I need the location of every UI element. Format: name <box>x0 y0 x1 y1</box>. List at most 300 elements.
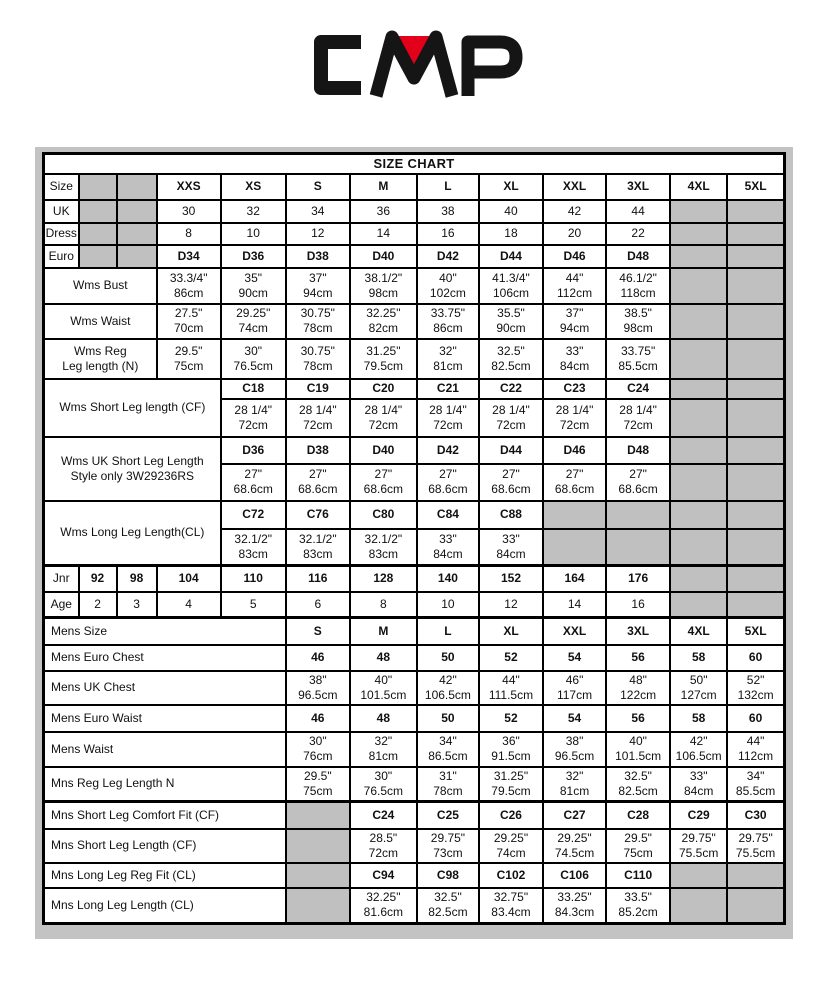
cell-line: 83.4cm <box>491 905 531 920</box>
empty-cell <box>727 268 784 304</box>
data-cell: C19 <box>286 379 350 399</box>
data-cell: 22 <box>606 223 670 245</box>
cell-line: 86.5cm <box>428 749 468 763</box>
data-cell: 48 <box>350 705 417 732</box>
cell-line: 27" <box>439 467 457 481</box>
empty-cell <box>79 174 117 200</box>
cell-line: 33.25" <box>557 890 592 905</box>
empty-cell <box>670 888 727 924</box>
cell-line: 27" <box>374 467 393 481</box>
data-cell <box>286 671 350 705</box>
cell-line: 86cm <box>173 285 204 300</box>
data-cell: 60 <box>727 705 784 732</box>
data-cell: S <box>286 618 350 645</box>
data-cell <box>670 767 727 802</box>
data-cell: M <box>350 174 417 200</box>
data-cell: 5XL <box>727 618 784 645</box>
empty-cell <box>727 592 784 618</box>
row-label: Age <box>44 592 79 618</box>
data-cell: 60 <box>727 645 784 671</box>
data-cell <box>350 268 417 304</box>
data-cell: 30 <box>157 200 221 223</box>
empty-cell <box>727 245 784 268</box>
data-cell <box>606 732 670 767</box>
cell-line: 75.5cm <box>735 845 776 860</box>
cell-line: 38.5" <box>624 306 652 320</box>
data-cell: 140 <box>417 566 479 592</box>
cell-line: 32.5" <box>497 343 525 358</box>
cell-line: 68.6cm <box>298 482 338 496</box>
data-cell: C24 <box>606 379 670 399</box>
cell-line: 36" <box>502 734 520 748</box>
cell-line: 76cm <box>303 749 333 763</box>
size-chart-body <box>44 154 785 924</box>
cell-line: 106.5cm <box>675 749 722 763</box>
data-cell: 3XL <box>606 618 670 645</box>
data-cell: 98 <box>117 566 157 592</box>
data-cell: C98 <box>417 863 479 888</box>
cell-line: 75cm <box>303 783 333 798</box>
data-cell: D42 <box>417 245 479 268</box>
data-cell: 12 <box>479 592 543 618</box>
cell-line: 29.75" <box>681 830 716 845</box>
cell-line: 28 1/4" <box>492 402 530 417</box>
data-cell: D36 <box>221 437 286 464</box>
data-cell <box>417 399 479 437</box>
data-cell: C72 <box>221 501 286 529</box>
data-cell <box>350 339 417 379</box>
data-cell: 5XL <box>727 174 784 200</box>
cell-line: 30" <box>244 343 263 358</box>
cell-line: 84cm <box>684 783 714 798</box>
data-cell <box>479 888 543 924</box>
empty-cell <box>543 501 606 529</box>
empty-cell <box>286 802 350 829</box>
row-label: Wms Bust <box>44 268 157 304</box>
data-cell: 128 <box>350 566 417 592</box>
cell-line: 29.75" <box>430 830 466 845</box>
data-cell <box>221 464 286 501</box>
data-cell: 34 <box>286 200 350 223</box>
data-cell: C76 <box>286 501 350 529</box>
data-cell <box>350 671 417 705</box>
empty-cell <box>670 566 727 592</box>
data-cell: 12 <box>286 223 350 245</box>
cell-line: 32.75" <box>493 890 529 905</box>
data-cell: C21 <box>417 379 479 399</box>
mns-long-leg-fit-row <box>44 863 785 888</box>
data-cell <box>543 268 606 304</box>
data-cell <box>727 829 784 863</box>
cell-line: 72cm <box>303 417 333 432</box>
data-cell: D40 <box>350 437 417 464</box>
data-cell <box>543 829 606 863</box>
mens-uk-chest-row <box>44 671 785 705</box>
data-cell <box>479 464 543 501</box>
empty-cell <box>670 863 727 888</box>
data-cell <box>670 671 727 705</box>
size-chart-panel <box>35 147 793 939</box>
logo-letter-p <box>468 42 516 96</box>
data-cell <box>417 464 479 501</box>
data-cell: C106 <box>543 863 606 888</box>
empty-cell <box>727 529 784 566</box>
cell-line: 74.5cm <box>554 845 595 860</box>
cell-line: 32.25" <box>366 890 401 905</box>
data-cell: D38 <box>286 245 350 268</box>
data-cell: C84 <box>417 501 479 529</box>
cell-line: 38.1/2" <box>364 270 403 285</box>
data-cell: C20 <box>350 379 417 399</box>
data-cell <box>606 339 670 379</box>
data-cell <box>606 268 670 304</box>
empty-cell <box>670 245 727 268</box>
data-cell: C22 <box>479 379 543 399</box>
data-cell: 56 <box>606 645 670 671</box>
row-label: Mns Reg Leg Length N <box>44 767 286 802</box>
cell-line: 98cm <box>368 285 399 300</box>
data-cell <box>543 671 606 705</box>
cell-line: Wms Reg <box>73 343 127 358</box>
data-cell <box>479 304 543 339</box>
empty-cell <box>670 339 727 379</box>
data-cell: 104 <box>157 566 221 592</box>
cell-line: 78cm <box>433 783 463 798</box>
cell-line: 31.25" <box>366 343 401 358</box>
age-row <box>44 592 785 618</box>
cell-line: 32" <box>374 734 393 748</box>
row-label: Mens Waist <box>44 732 286 767</box>
data-cell: 164 <box>543 566 606 592</box>
data-cell <box>350 529 417 566</box>
cell-line: 40" <box>629 734 647 748</box>
cell-line: 46" <box>565 672 584 687</box>
data-cell <box>417 268 479 304</box>
empty-cell <box>670 304 727 339</box>
cell-line: 102cm <box>429 285 466 300</box>
empty-cell <box>670 529 727 566</box>
empty-cell <box>727 339 784 379</box>
data-cell: 152 <box>479 566 543 592</box>
empty-cell <box>606 529 670 566</box>
cell-line: 27" <box>565 467 584 481</box>
cell-line: 40" <box>374 672 393 687</box>
cell-line: 28 1/4" <box>429 402 467 417</box>
cell-line: 111.5cm <box>488 687 534 702</box>
data-cell: 2 <box>79 592 117 618</box>
cell-line: 85.2cm <box>618 905 658 920</box>
data-cell <box>606 671 670 705</box>
cell-line: 101.5cm <box>360 687 407 702</box>
empty-cell <box>670 200 727 223</box>
cell-line: 72cm <box>623 417 653 432</box>
data-cell: 52 <box>479 705 543 732</box>
row-label: UK <box>44 200 79 223</box>
data-cell: 14 <box>543 592 606 618</box>
cell-line: 42" <box>689 734 708 748</box>
title-row <box>44 154 785 174</box>
cell-line: 84cm <box>559 358 590 373</box>
data-cell: D42 <box>417 437 479 464</box>
data-cell: 10 <box>221 223 286 245</box>
data-cell: 3 <box>117 592 157 618</box>
data-cell: 5 <box>221 592 286 618</box>
cell-line: 96.5cm <box>554 749 595 763</box>
row-label: Euro <box>44 245 79 268</box>
data-cell: 50 <box>417 705 479 732</box>
empty-cell <box>79 245 117 268</box>
data-cell: D34 <box>157 245 221 268</box>
cell-line: 84.3cm <box>554 905 595 920</box>
data-cell: C27 <box>543 802 606 829</box>
cell-line: 106.5cm <box>424 687 471 702</box>
mns-reg-leg-row <box>44 767 785 802</box>
jnr-row <box>44 566 785 592</box>
data-cell <box>350 888 417 924</box>
data-cell <box>350 304 417 339</box>
data-cell <box>350 767 417 802</box>
data-cell <box>44 339 157 379</box>
data-cell <box>221 304 286 339</box>
cell-line: 79.5cm <box>363 358 404 373</box>
data-cell: 54 <box>543 645 606 671</box>
cell-line: 106cm <box>492 285 529 300</box>
row-label: Wms Waist <box>44 304 157 339</box>
empty-cell <box>670 268 727 304</box>
cell-line: 42" <box>439 672 457 687</box>
empty-cell <box>727 888 784 924</box>
row-label: Mns Long Leg Length (CL) <box>44 888 286 924</box>
data-cell: 50 <box>417 645 479 671</box>
cell-line: 127cm <box>680 687 717 702</box>
data-cell: XS <box>221 174 286 200</box>
row-label: Mens Size <box>44 618 286 645</box>
cell-line: 28 1/4" <box>619 402 657 417</box>
data-cell: D44 <box>479 437 543 464</box>
data-cell: 8 <box>350 592 417 618</box>
empty-cell <box>670 501 727 529</box>
cell-line: 44" <box>565 270 584 285</box>
cell-line: 75cm <box>623 845 653 860</box>
data-cell <box>727 732 784 767</box>
mens-euro-chest-row <box>44 645 785 671</box>
data-cell: 58 <box>670 705 727 732</box>
cell-line: 28 1/4" <box>234 402 273 417</box>
cell-line: 94cm <box>303 285 333 300</box>
cell-line: 38" <box>308 672 327 687</box>
data-cell <box>606 464 670 501</box>
cell-line: 112cm <box>556 285 593 300</box>
wms-long-leg-code-row <box>44 501 785 529</box>
data-cell <box>479 732 543 767</box>
cell-line: 31" <box>439 768 457 783</box>
data-cell <box>286 529 350 566</box>
wms-waist-row <box>44 304 785 339</box>
data-cell: C80 <box>350 501 417 529</box>
data-cell <box>350 829 417 863</box>
data-cell <box>417 829 479 863</box>
data-cell <box>44 437 221 501</box>
data-cell: 38 <box>417 200 479 223</box>
cell-line: 122cm <box>620 687 657 702</box>
data-cell <box>286 268 350 304</box>
data-cell: C94 <box>350 863 417 888</box>
cell-line: 68.6cm <box>233 482 273 496</box>
cell-line: 68.6cm <box>618 482 658 496</box>
mns-short-leg-length-row <box>44 829 785 863</box>
empty-cell <box>727 379 784 399</box>
empty-cell <box>670 437 727 464</box>
empty-cell <box>286 863 350 888</box>
row-label: Mns Short Leg Comfort Fit (CF) <box>44 802 286 829</box>
size-chart-table <box>42 152 786 925</box>
cell-line: 33.75" <box>620 343 656 358</box>
cell-line: 70cm <box>173 321 204 335</box>
data-cell <box>606 304 670 339</box>
cell-line: 37" <box>565 306 584 320</box>
mns-long-leg-length-row <box>44 888 785 924</box>
data-cell: 16 <box>606 592 670 618</box>
row-label: Mens Euro Waist <box>44 705 286 732</box>
cell-line: 76.5cm <box>363 783 404 798</box>
cell-line: Style only 3W29236RS <box>70 468 195 483</box>
cell-line: 76.5cm <box>233 358 273 373</box>
data-cell: 36 <box>350 200 417 223</box>
cell-line: 79.5cm <box>491 783 531 798</box>
cell-line: 33" <box>502 531 520 546</box>
cmp-logo-icon <box>297 28 529 102</box>
cell-line: 84cm <box>433 546 463 561</box>
data-cell <box>543 888 606 924</box>
data-cell: C110 <box>606 863 670 888</box>
data-cell <box>479 268 543 304</box>
data-cell <box>157 339 221 379</box>
cell-line: 82cm <box>368 321 399 335</box>
row-label: Dress <box>44 223 79 245</box>
empty-cell <box>727 566 784 592</box>
data-cell: 92 <box>79 566 117 592</box>
data-cell <box>606 888 670 924</box>
data-cell <box>221 399 286 437</box>
row-label: Mens UK Chest <box>44 671 286 705</box>
cell-line: 90cm <box>238 285 268 300</box>
data-cell: 16 <box>417 223 479 245</box>
cell-line: 29.25" <box>493 830 529 845</box>
cell-line: 72cm <box>368 845 399 860</box>
cell-line: 32.5" <box>624 768 652 783</box>
empty-cell <box>727 200 784 223</box>
data-cell: C29 <box>670 802 727 829</box>
empty-cell <box>727 464 784 501</box>
data-cell: 58 <box>670 645 727 671</box>
euro-row <box>44 245 785 268</box>
data-cell: 3XL <box>606 174 670 200</box>
data-cell <box>543 339 606 379</box>
uk-row <box>44 200 785 223</box>
data-cell <box>479 829 543 863</box>
data-cell: 8 <box>157 223 221 245</box>
empty-cell <box>727 304 784 339</box>
cell-line: 132cm <box>737 687 774 702</box>
cell-line: 83cm <box>368 546 399 561</box>
wms-uk-short-leg-code-row <box>44 437 785 464</box>
cell-line: 50" <box>689 672 708 687</box>
cell-line: 94cm <box>559 321 590 335</box>
data-cell: XXS <box>157 174 221 200</box>
data-cell: 6 <box>286 592 350 618</box>
empty-cell <box>670 464 727 501</box>
cell-line: 83cm <box>238 546 268 561</box>
empty-cell <box>727 399 784 437</box>
data-cell: D48 <box>606 437 670 464</box>
cell-line: 44" <box>502 672 520 687</box>
cell-line: 72cm <box>368 417 399 432</box>
empty-cell <box>79 200 117 223</box>
cell-line: 98cm <box>623 321 653 335</box>
data-cell <box>543 304 606 339</box>
data-cell: 42 <box>543 200 606 223</box>
data-cell: 4XL <box>670 174 727 200</box>
empty-cell <box>670 399 727 437</box>
brand-logo <box>297 28 529 102</box>
row-label: Size <box>44 174 79 200</box>
cell-line: 72cm <box>559 417 590 432</box>
size-row <box>44 174 785 200</box>
data-cell <box>417 732 479 767</box>
data-cell: 4XL <box>670 618 727 645</box>
cell-line: 112cm <box>738 749 774 763</box>
cell-line: 101.5cm <box>615 749 662 763</box>
data-cell <box>417 529 479 566</box>
cell-line: 72cm <box>433 417 463 432</box>
cell-line: 86cm <box>433 321 463 335</box>
cell-line: 34" <box>439 734 457 748</box>
data-cell <box>479 671 543 705</box>
data-cell <box>543 767 606 802</box>
cell-line: 68.6cm <box>491 482 531 496</box>
cell-line: 35" <box>244 270 263 285</box>
cell-line: 38" <box>565 734 584 748</box>
wms-bust-row <box>44 268 785 304</box>
mns-short-leg-fit-row <box>44 802 785 829</box>
data-cell: 32 <box>221 200 286 223</box>
cell-line: 27" <box>308 467 327 481</box>
empty-cell <box>117 200 157 223</box>
data-cell: C30 <box>727 802 784 829</box>
empty-cell <box>117 245 157 268</box>
row-label: Mens Euro Chest <box>44 645 286 671</box>
cell-line: 91.5cm <box>491 749 531 763</box>
data-cell: C26 <box>479 802 543 829</box>
data-cell: 176 <box>606 566 670 592</box>
cell-line: 82.5cm <box>428 905 468 920</box>
cell-line: 78cm <box>303 321 333 335</box>
cell-line: 68.6cm <box>428 482 468 496</box>
cell-line: 75cm <box>173 358 204 373</box>
cell-line: 84cm <box>496 546 526 561</box>
data-cell <box>543 732 606 767</box>
data-cell <box>350 399 417 437</box>
empty-cell <box>543 529 606 566</box>
data-cell: S <box>286 174 350 200</box>
size-chart-title: SIZE CHART <box>44 154 785 174</box>
data-cell <box>221 529 286 566</box>
data-cell: XXL <box>543 174 606 200</box>
data-cell: 116 <box>286 566 350 592</box>
data-cell <box>286 399 350 437</box>
row-label: Mns Long Leg Reg Fit (CL) <box>44 863 286 888</box>
cell-line: 41.3/4" <box>492 270 530 285</box>
